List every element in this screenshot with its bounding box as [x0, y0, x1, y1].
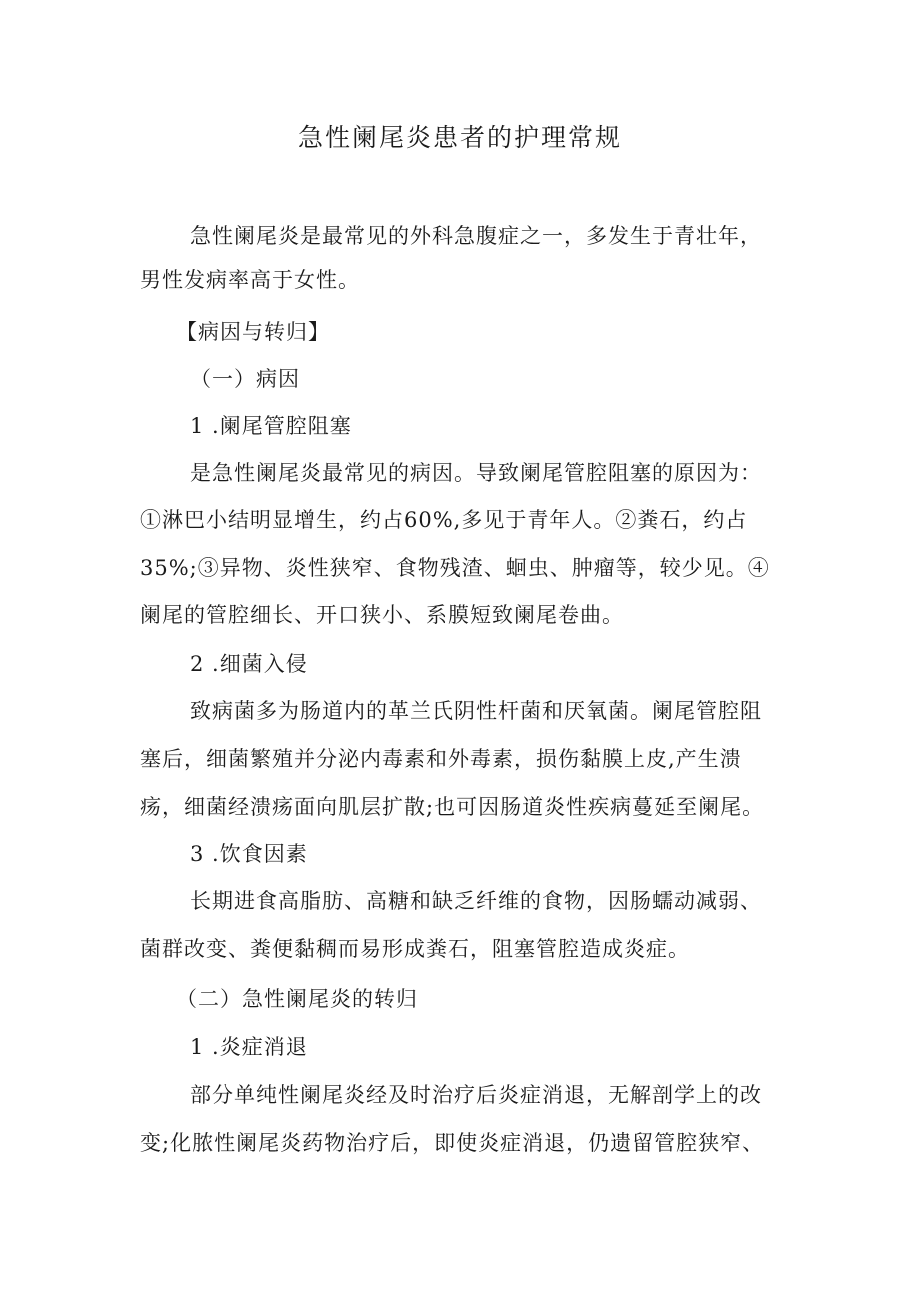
paragraph-line: 是急性阑尾炎最常见的病因。导致阑尾管腔阻塞的原因为： [190, 461, 762, 485]
paragraph-line: 部分单纯性阑尾炎经及时治疗后炎症消退，无解剖学上的改 [190, 1083, 762, 1107]
item-heading: 1 .阑尾管腔阻塞 [190, 414, 352, 438]
subsection-heading: （一）病因 [190, 367, 300, 391]
paragraph-line: 急性阑尾炎是最常见的外科急腹症之一，多发生于青壮年， [190, 224, 762, 248]
paragraph-line: 男性发病率高于女性。 [140, 268, 360, 292]
paragraph-line: 菌群改变、粪便黏稠而易形成粪石，阻塞管腔造成炎症。 [140, 937, 690, 961]
paragraph-line: 长期进食高脂肪、高糖和缺乏纤维的食物，因肠蠕动减弱、 [190, 889, 762, 913]
page-title: 急性阑尾炎患者的护理常规 [297, 123, 622, 152]
paragraph-line: 致病菌多为肠道内的革兰氏阴性杆菌和厌氧菌。阑尾管腔阻 [190, 699, 762, 723]
paragraph-line: ①淋巴小结明显增生，约占60%,多见于青年人。②粪石，约占 [140, 508, 748, 532]
paragraph-line: 35%;③异物、炎性狭窄、食物残渣、蛔虫、肿瘤等，较少见。④ [140, 556, 770, 580]
item-heading: 1 .炎症消退 [190, 1035, 308, 1059]
paragraph-line: 塞后，细菌繁殖并分泌内毒素和外毒素，损伤黏膜上皮,产生溃 [140, 747, 742, 771]
subsection-heading: （二）急性阑尾炎的转归 [176, 987, 418, 1011]
paragraph-line: 变;化脓性阑尾炎药物治疗后，即使炎症消退，仍遗留管腔狭窄、 [140, 1131, 765, 1155]
section-heading: 【病因与转归】 [176, 320, 330, 344]
paragraph-line: 阑尾的管腔细长、开口狭小、系膜短致阑尾卷曲。 [140, 603, 624, 627]
item-heading: 3 .饮食因素 [190, 842, 308, 866]
item-heading: 2 .细菌入侵 [190, 652, 308, 676]
paragraph-line: 疡，细菌经溃疡面向肌层扩散;也可因肠道炎性疾病蔓延至阑尾。 [140, 795, 765, 819]
